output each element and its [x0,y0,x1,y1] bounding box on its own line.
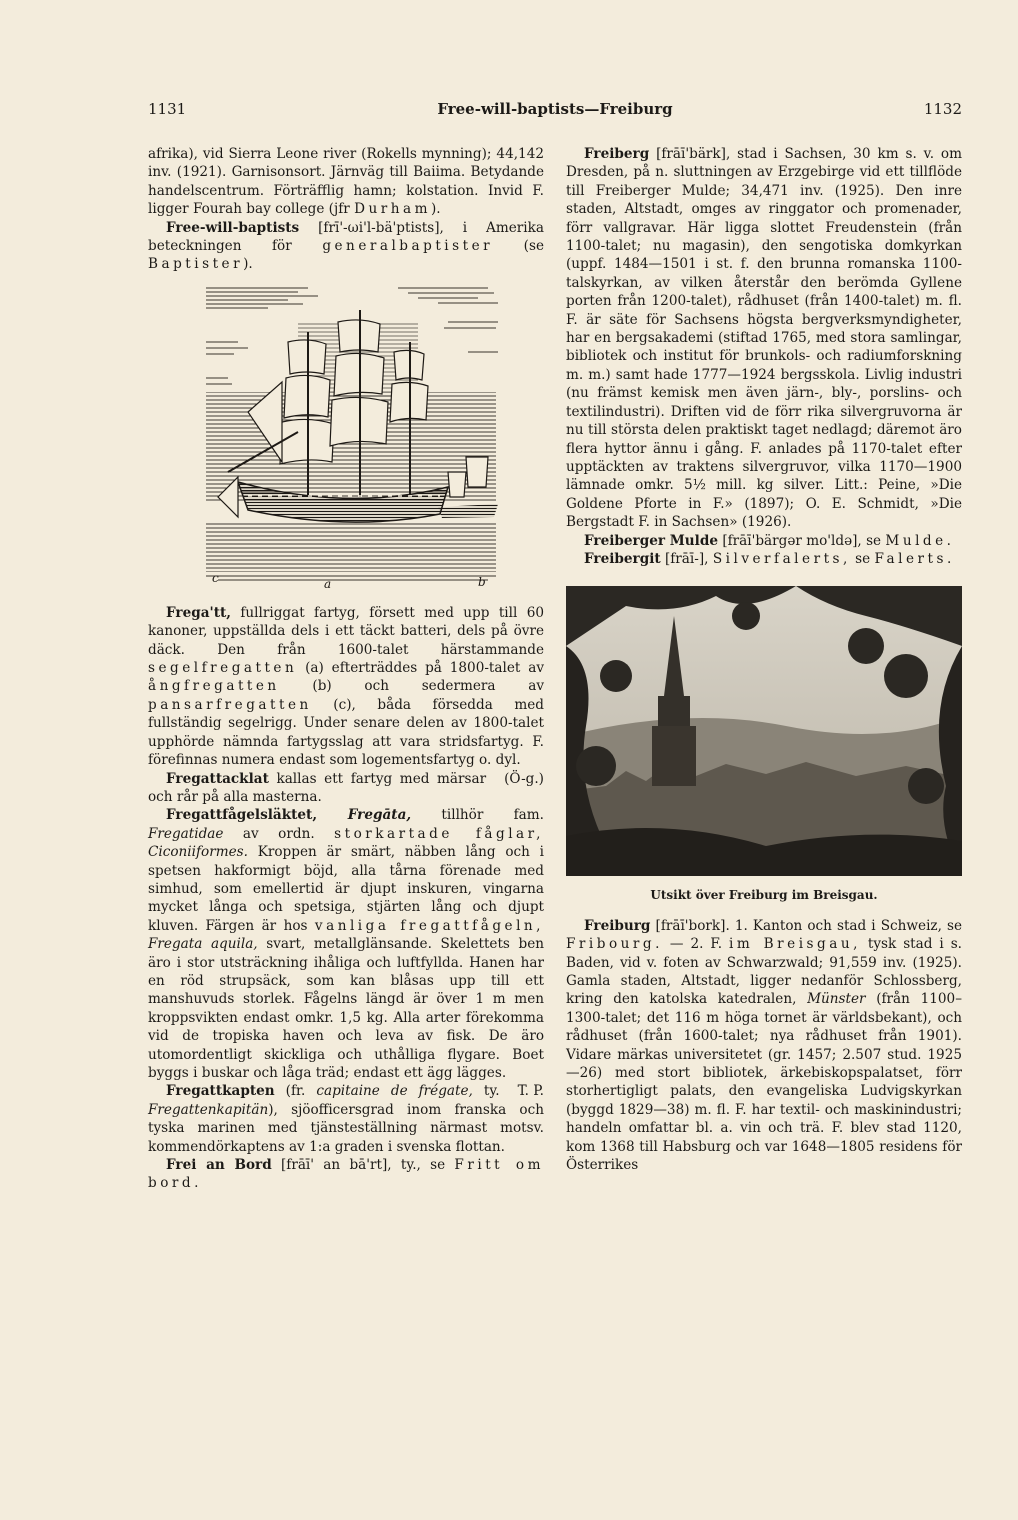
entry-fregattkapten [148,1082,544,1156]
entry-text: Kroppen är smärt, näbben lång och i spetsen hakformigt böjd, alla tårna förenade med simhud, som emellertid är djupt inskuren, vingarna mycket långa och spetsiga, stjärten lång och djupt kluven. Färgen är hos [148,844,544,934]
cathedral-photo [566,586,962,876]
cross-reference: Mulde. [885,532,955,549]
entry-text: (b) och sedermera av [279,678,544,695]
ship-label-a: a [324,576,332,591]
entry-fregattacklat [148,770,544,807]
ship-label-c: c [212,570,219,585]
emphasized-term: im Breisgau, [728,936,861,953]
headword: Fregattkapten [166,1083,275,1100]
entry-text: afrika), vid Sierra Leone river (Rokells mynning); 44,142 inv. (1921). Garnisonsort. Järnväg till Baiima. Betydande handelscentrum. Förträfflig hamn; kolstation. Invid F. ligger Fourah bay college (jfr [148,146,544,218]
foreign-term: Fregattenkapitän [148,1101,269,1118]
foreign-term: Münster [807,991,866,1008]
right-column [566,145,962,1174]
freiburg-photo [566,576,962,876]
entry-text: ). [430,201,441,218]
entry-text: fullriggat fartyg, försett med upp till 60 kanoner, uppställda dels i ett täckt batteri, dels på övre däck. Den från 1600-talet härstammande [148,604,544,658]
headword: Freiburg [584,917,651,934]
entry-text: [frāī-], [660,550,713,567]
running-header [148,100,962,124]
emphasized-term: segelfregatten [148,660,298,677]
entry-free-will-baptists [148,219,544,274]
headword: Fregattfågelsläktet, [166,807,318,824]
entry-text: (fr. [274,1083,317,1100]
cross-reference: Fribourg. [566,936,663,953]
left-column [148,145,544,1193]
entry-text: (a) efterträddes på 1800-talet av [297,660,544,677]
entry-text: (från 1100–1300-talet; det 116 m höga tornet är världsbekant), och rådhuset (från 1600-talet; nya rådhuset från 1901). Vidare märkas universitetet (gr. 1457; 2.507 stud. 1925—26) med stort bibliotek, ärkebiskopspalatset, förr storhertigligt palats, den evangeliska Ludvigskyrkan (byggd 1829—38) m. fl. F. har textil- och maskinindustri; handeln omfattar bl. a. vin och trä. F. blev stad 1120, kom 1368 till Habsburg och var 1648—1805 residens för Österrikes [566,991,962,1174]
entry-text: svart, metallglänsande. Skelettets ben äro i stor utsträckning ihåliga och luftfyllda. Hanen har en röd strupsäck, som kan blåsas upp till ett manshuvuds storlek. Fågelns längd är över 1 m men kroppsvikten endast omkr. 1,5 kg. Alla arter förekomma vid de tropiska haven och leva av fisk. De äro utomordentligt skickliga och uthålliga flygare. Boet byggs i buskar och låga träd; endast ett ägg lägges. [148,936,544,1081]
entry-text: kallas ett fartyg med märsar och rår på alla masterna. [148,770,487,805]
entry-text: [frāī' an bā'rt], ty., se [271,1157,455,1174]
entry-text: tillhör fam. [411,807,544,824]
cross-reference: Baptister [148,256,244,273]
ship-label-b: b [478,574,486,589]
latin-name: Fregāta, [317,807,412,824]
frigate-engraving [148,282,544,594]
cross-reference: Falerts. [874,550,955,567]
entry-text: (se [493,238,544,255]
author-signature: (Ö-g.) [504,770,544,787]
headword: Freiberg [584,146,650,162]
headword: Fregattacklat [166,770,269,787]
page-number-left: 1131 [148,100,187,118]
headword: Frei an Bord [166,1157,272,1174]
author-signature: T. P. [517,1083,544,1100]
entry-text: [frāī'bork]. 1. Kanton och stad i Schweiz, se [650,917,962,934]
emphasized-term: storkartade fåglar, [334,825,544,842]
latin-name: Ciconiiformes. [148,844,248,861]
emphasized-term: pansarfregatten [148,696,312,713]
photo-caption: Utsikt över Freiburg im Breisgau. [650,888,878,903]
entry-text: se [850,550,875,567]
running-title: Free-will-baptists—Freiburg [437,100,673,118]
entry-freiberg [566,145,962,532]
headword: Frega'tt, [166,604,231,621]
emphasized-term: Silverfalerts, [712,550,851,567]
ship-illustration [148,282,544,594]
entry-continuation [148,145,544,219]
latin-name: Fregatidae [148,825,224,842]
entry-text: ). [243,256,253,273]
emphasized-term: ångfregatten [148,678,280,695]
entry-text: ty. [472,1083,500,1100]
entry-freiberger-mulde [566,532,962,550]
entry-text: (c), båda försedda med fullständig segelrigg. Under senare delen av 1800-talet upphörde nämnda fartygsslag att vara stridsfartyg. F. förefinnas numera endast som logementsfartyg o. dyl. [148,696,544,769]
entry-text: [frāī'bärgər mo'ldə], se [718,532,886,549]
entry-freibergit [566,550,962,568]
cross-reference: Fritt om bord. [148,1157,544,1192]
entry-text: — 2. F. [662,936,729,953]
entry-text: [frāī'bärk], stad i Sachsen, 30 km s. v. om Dresden, på n. sluttningen av Erzgebirge vid ett tillflöde till Freiberger Mulde; 34,471 inv. (1925). Den inre staden, Altstadt, omges av ringgator och promenader, förr vallgravar. Här ligga slottet Freudenstein (från 1100-talet; nu magasin), den sengotiska domkyrkan (uppf. 1484—1501 i st. f. den brunna romanska 1100-talskyrkan, av vilken återstår den berömda Gyllene porten från 1200-talet), rådhuset (från 1400-talet) m. fl. F. är säte för Sachsens högsta bergverksmyndigheter, har en bergsakademi (stiftad 1765, med stora samlingar, bibliotek och institut för brunkols- och radiumforskning m. m.) samt hade 1777—1924 bergsskola. Livlig industri (nu främst kemisk men även järn-, bly-, porslins- och textilindustri). Driften vid de förr rika silvergruvorna är nu till största delen praktiskt taget nedlagd; däremot äro flera hyttor ännu i gång. F. anlades på 1170-talet efter upptäckten av traktens silvergruvor, vilka 1170—1900 lämnade omkr. 5½ mill. kg silver. Litt.: Peine, »Die Goldene Pforte in F.» (1897); O. E. Schmidt, »Die Bergstadt F. in Sachsen» (1926). [566,146,962,531]
foreign-term: capitaine de frégate, [316,1083,473,1100]
entry-text: ), sjöofficersgrad inom franska och tyska marinen med tjänsteställning närmast motsv. kommendörkaptens av 1:a graden i svenska flottan. [148,1101,544,1155]
entry-frei-an-bord [148,1156,544,1193]
headword: Freiberger Mulde [584,532,718,549]
headword: Free-will-baptists [166,219,300,236]
emphasized-term: generalbaptister [322,238,494,255]
emphasized-term: vanliga fregattfågeln, [314,917,544,934]
headword: Freibergit [584,550,661,567]
cross-reference: Durham [354,201,431,218]
entry-text: [frī'-ωi'l-bä'ptists], i Amerika beteckningen för [148,219,544,255]
latin-name: Fregata aquila, [148,936,258,953]
entry-text: tysk stad i s. Baden, vid v. foten av Schwarzwald; 91,559 inv. (1925). Gamla staden, Altstadt, ligger nedanför Schlossberg, kring den katolska katedralen, [566,936,962,1008]
entry-text: av ordn. [223,825,335,842]
entry-freiburg [566,917,962,1175]
page-number-right: 1132 [923,100,962,118]
